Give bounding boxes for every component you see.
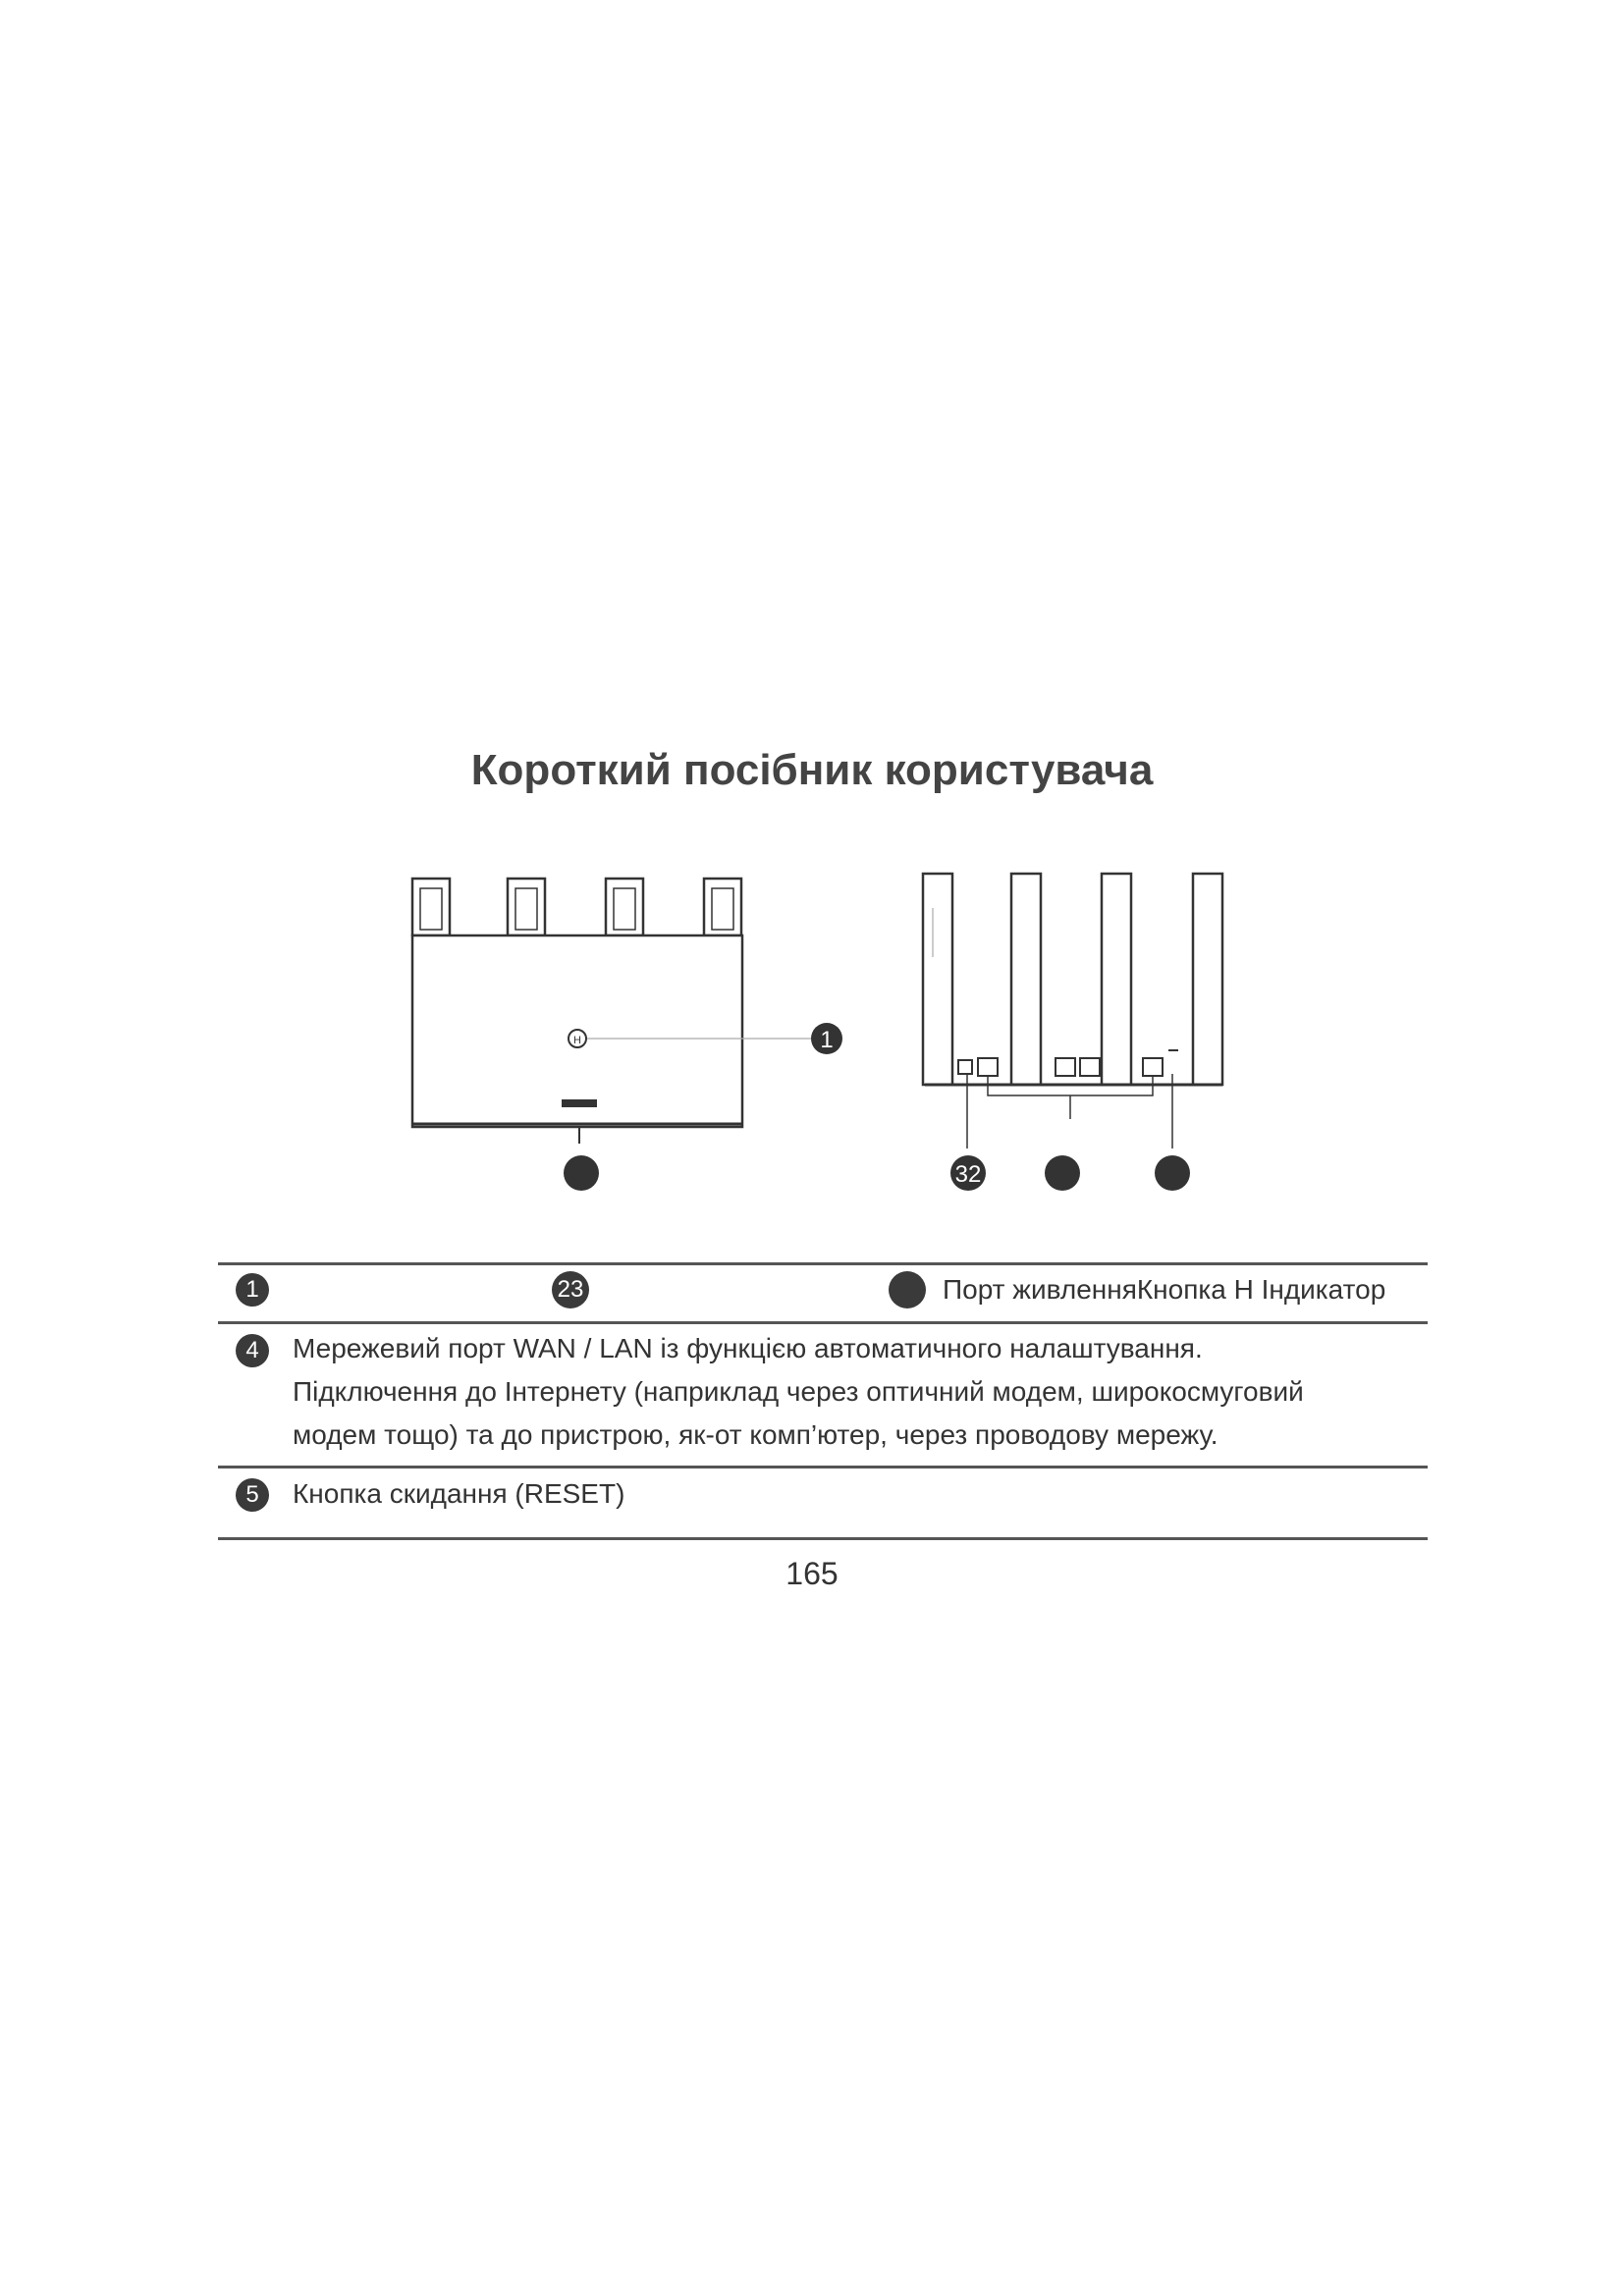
router-illustration [403, 864, 1247, 1198]
rear-callout-badge-wan [1155, 1155, 1190, 1191]
page-number: 165 [785, 1556, 839, 1591]
row2-line-3: модем тощо) та до пристрою, як-от комп’ютер, через проводову мережу. [293, 1419, 1218, 1450]
row1-badge-b: 23 [552, 1271, 589, 1308]
table-rule [218, 1466, 1428, 1468]
router-front-view [412, 879, 813, 1144]
row3-text: Кнопка скидання (RESET) [293, 1478, 625, 1509]
row1-text: Порт живленняКнопка H Індикатор [943, 1274, 1386, 1305]
row2-badge: 4 [236, 1334, 269, 1367]
row3-badge: 5 [236, 1478, 269, 1512]
row1-badge-c [889, 1271, 926, 1308]
table-top-rule [218, 1262, 1428, 1265]
table-bottom-rule [218, 1537, 1428, 1540]
front-callout-label: 1 [820, 1027, 834, 1053]
rear-callout-label-power: 32 [954, 1161, 982, 1188]
svg-text:H: H [573, 1035, 581, 1046]
rear-callout-badge-lan [1045, 1155, 1080, 1191]
table-rule [218, 1321, 1428, 1324]
indicator-callout-badge [564, 1155, 599, 1191]
row1-badge-a: 1 [236, 1273, 269, 1307]
router-rear-view [923, 874, 1222, 1148]
page-title: Короткий посібник користувача [470, 746, 1154, 794]
row2-line-2: Підключення до Інтернету (наприклад через оптичний модем, широкосмуговий [293, 1376, 1304, 1407]
row2-line-1: Мережевий порт WAN / LAN із функцією автоматичного налаштування. [293, 1333, 1203, 1363]
